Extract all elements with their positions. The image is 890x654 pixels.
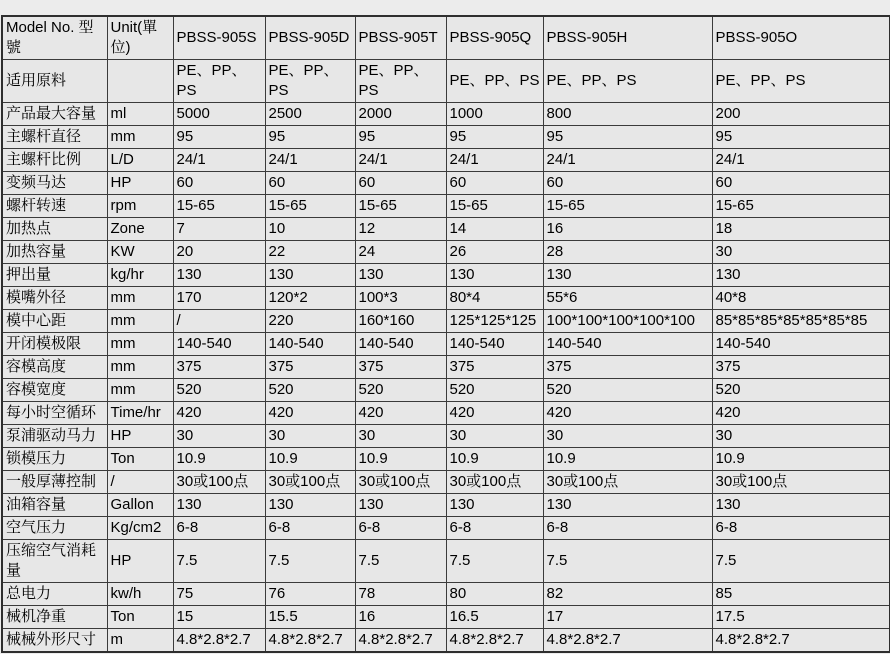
table-row: [2, 517, 890, 540]
value-cell: 6-8: [355, 517, 446, 540]
value-cell: 80*4: [446, 287, 543, 310]
value-cell: 170: [173, 287, 265, 310]
unit-cell: mm: [107, 310, 173, 333]
value-cell: 130: [712, 264, 890, 287]
unit-cell: L/D: [107, 149, 173, 172]
value-cell: 4.8*2.8*2.7: [712, 629, 890, 653]
model-column-header: PBSS-905S: [173, 16, 265, 60]
value-cell: 12: [355, 218, 446, 241]
value-cell: 95: [173, 126, 265, 149]
value-cell: 6-8: [712, 517, 890, 540]
value-cell: 1000: [446, 103, 543, 126]
value-cell: 140-540: [173, 333, 265, 356]
value-cell: 95: [355, 126, 446, 149]
value-cell: 420: [543, 402, 712, 425]
value-cell: 30: [265, 425, 355, 448]
row-label-cell: 变频马达: [2, 172, 107, 195]
value-cell: 7.5: [543, 540, 712, 583]
value-cell: 15-65: [173, 195, 265, 218]
value-cell: 16: [355, 606, 446, 629]
value-cell: 130: [446, 494, 543, 517]
value-cell: 420: [265, 402, 355, 425]
value-cell: 95: [543, 126, 712, 149]
value-cell: 7.5: [173, 540, 265, 583]
value-cell: 30或100点: [265, 471, 355, 494]
value-cell: 24/1: [446, 149, 543, 172]
table-row: [2, 494, 890, 517]
table-row: [2, 425, 890, 448]
value-cell: 60: [173, 172, 265, 195]
row-label-cell: 加热容量: [2, 241, 107, 264]
value-cell: 15-65: [355, 195, 446, 218]
value-cell: 15-65: [543, 195, 712, 218]
value-cell: 125*125*125: [446, 310, 543, 333]
value-cell: 4.8*2.8*2.7: [173, 629, 265, 653]
value-cell: 82: [543, 583, 712, 606]
value-cell: 800: [543, 103, 712, 126]
value-cell: 130: [543, 264, 712, 287]
value-cell: 140-540: [265, 333, 355, 356]
unit-cell: ml: [107, 103, 173, 126]
table-row: [2, 103, 890, 126]
value-cell: 15-65: [712, 195, 890, 218]
value-cell: 55*6: [543, 287, 712, 310]
row-label-cell: 械械外形尺寸: [2, 629, 107, 653]
value-cell: 130: [265, 264, 355, 287]
value-cell: 120*2: [265, 287, 355, 310]
value-cell: 24/1: [543, 149, 712, 172]
value-cell: 130: [543, 494, 712, 517]
row-label-cell: 适用原料: [2, 60, 107, 103]
row-label-cell: 模嘴外径: [2, 287, 107, 310]
row-label-cell: 泵浦驱动马力: [2, 425, 107, 448]
value-cell: PE、PP、PS: [355, 60, 446, 103]
value-cell: 28: [543, 241, 712, 264]
value-cell: 30: [173, 425, 265, 448]
value-cell: 60: [265, 172, 355, 195]
value-cell: 10.9: [265, 448, 355, 471]
value-cell: 130: [355, 264, 446, 287]
value-cell: 10.9: [173, 448, 265, 471]
unit-cell: Ton: [107, 606, 173, 629]
value-cell: 130: [446, 264, 543, 287]
value-cell: 24/1: [712, 149, 890, 172]
value-cell: 160*160: [355, 310, 446, 333]
value-cell: 4.8*2.8*2.7: [543, 629, 712, 653]
value-cell: 60: [712, 172, 890, 195]
value-cell: 100*100*100*100*100: [543, 310, 712, 333]
value-cell: 80: [446, 583, 543, 606]
value-cell: 15-65: [265, 195, 355, 218]
unit-cell: kw/h: [107, 583, 173, 606]
model-column-header: PBSS-905T: [355, 16, 446, 60]
value-cell: 10.9: [543, 448, 712, 471]
table-row: [2, 60, 890, 103]
value-cell: 30或100点: [712, 471, 890, 494]
table-row: [2, 356, 890, 379]
model-column-header: PBSS-905D: [265, 16, 355, 60]
value-cell: 140-540: [446, 333, 543, 356]
value-cell: 15.5: [265, 606, 355, 629]
value-cell: 520: [173, 379, 265, 402]
value-cell: 30或100点: [543, 471, 712, 494]
row-label-cell: 螺杆转速: [2, 195, 107, 218]
unit-cell: mm: [107, 126, 173, 149]
row-label-cell: 主螺杆比例: [2, 149, 107, 172]
row-label-cell: 空气压力: [2, 517, 107, 540]
unit-cell: mm: [107, 333, 173, 356]
unit-cell: /: [107, 471, 173, 494]
value-cell: 14: [446, 218, 543, 241]
value-cell: 420: [173, 402, 265, 425]
value-cell: /: [173, 310, 265, 333]
table-row: [2, 172, 890, 195]
value-cell: 6-8: [446, 517, 543, 540]
value-cell: 17: [543, 606, 712, 629]
table-row: [2, 126, 890, 149]
value-cell: 30: [355, 425, 446, 448]
table-row: [2, 583, 890, 606]
value-cell: 60: [355, 172, 446, 195]
value-cell: PE、PP、PS: [265, 60, 355, 103]
model-column-header: PBSS-905O: [712, 16, 890, 60]
table-row: [2, 287, 890, 310]
unit-cell: mm: [107, 379, 173, 402]
value-cell: PE、PP、PS: [173, 60, 265, 103]
table-row: [2, 448, 890, 471]
value-cell: 130: [355, 494, 446, 517]
table-row: [2, 195, 890, 218]
value-cell: 30: [712, 425, 890, 448]
unit-cell: HP: [107, 172, 173, 195]
model-column-header: PBSS-905Q: [446, 16, 543, 60]
value-cell: PE、PP、PS: [446, 60, 543, 103]
value-cell: 6-8: [173, 517, 265, 540]
value-cell: 130: [173, 494, 265, 517]
table-row: [2, 149, 890, 172]
value-cell: 375: [543, 356, 712, 379]
value-cell: 140-540: [543, 333, 712, 356]
value-cell: 24: [355, 241, 446, 264]
table-row: [2, 218, 890, 241]
table-row: [2, 310, 890, 333]
value-cell: 30或100点: [446, 471, 543, 494]
value-cell: 4.8*2.8*2.7: [265, 629, 355, 653]
value-cell: 375: [355, 356, 446, 379]
value-cell: 24/1: [265, 149, 355, 172]
value-cell: 26: [446, 241, 543, 264]
unit-cell: kg/hr: [107, 264, 173, 287]
unit-cell: [107, 60, 173, 103]
header-row: [2, 16, 890, 60]
value-cell: 85: [712, 583, 890, 606]
value-cell: 7.5: [265, 540, 355, 583]
value-cell: 78: [355, 583, 446, 606]
value-cell: 17.5: [712, 606, 890, 629]
unit-cell: KW: [107, 241, 173, 264]
unit-cell: m: [107, 629, 173, 653]
unit-cell: mm: [107, 356, 173, 379]
value-cell: 140-540: [712, 333, 890, 356]
value-cell: 15: [173, 606, 265, 629]
row-label-cell: 一般厚薄控制: [2, 471, 107, 494]
value-cell: 200: [712, 103, 890, 126]
value-cell: 30或100点: [355, 471, 446, 494]
model-no-header: Model No. 型號: [2, 16, 107, 60]
value-cell: 375: [265, 356, 355, 379]
spec-table-body: [2, 60, 890, 653]
value-cell: 95: [446, 126, 543, 149]
value-cell: 7.5: [712, 540, 890, 583]
unit-cell: mm: [107, 287, 173, 310]
value-cell: 10.9: [446, 448, 543, 471]
row-label-cell: 压缩空气消耗量: [2, 540, 107, 583]
table-row: [2, 379, 890, 402]
table-row: [2, 606, 890, 629]
row-label-cell: 容模宽度: [2, 379, 107, 402]
value-cell: 95: [265, 126, 355, 149]
value-cell: 520: [446, 379, 543, 402]
row-label-cell: 锁模压力: [2, 448, 107, 471]
row-label-cell: 模中心距: [2, 310, 107, 333]
value-cell: 30: [543, 425, 712, 448]
value-cell: 130: [173, 264, 265, 287]
value-cell: 220: [265, 310, 355, 333]
value-cell: 520: [712, 379, 890, 402]
spec-table: [1, 15, 890, 653]
value-cell: 10.9: [355, 448, 446, 471]
value-cell: 7.5: [355, 540, 446, 583]
table-row: [2, 540, 890, 583]
value-cell: 76: [265, 583, 355, 606]
value-cell: 60: [543, 172, 712, 195]
value-cell: 7: [173, 218, 265, 241]
unit-cell: Gallon: [107, 494, 173, 517]
row-label-cell: 械机净重: [2, 606, 107, 629]
value-cell: 520: [543, 379, 712, 402]
value-cell: 375: [173, 356, 265, 379]
value-cell: 5000: [173, 103, 265, 126]
model-column-header: PBSS-905H: [543, 16, 712, 60]
value-cell: 10.9: [712, 448, 890, 471]
value-cell: 130: [712, 494, 890, 517]
row-label-cell: 油箱容量: [2, 494, 107, 517]
table-row: [2, 471, 890, 494]
row-label-cell: 容模高度: [2, 356, 107, 379]
value-cell: 420: [712, 402, 890, 425]
row-label-cell: 开闭模极限: [2, 333, 107, 356]
table-row: [2, 629, 890, 653]
value-cell: 20: [173, 241, 265, 264]
value-cell: PE、PP、PS: [712, 60, 890, 103]
value-cell: 100*3: [355, 287, 446, 310]
value-cell: 16: [543, 218, 712, 241]
value-cell: 6-8: [265, 517, 355, 540]
value-cell: 520: [355, 379, 446, 402]
row-label-cell: 加热点: [2, 218, 107, 241]
value-cell: 375: [446, 356, 543, 379]
unit-header: Unit(單位): [107, 16, 173, 60]
value-cell: 420: [446, 402, 543, 425]
value-cell: 16.5: [446, 606, 543, 629]
value-cell: 130: [265, 494, 355, 517]
row-label-cell: 主螺杆直径: [2, 126, 107, 149]
value-cell: 2500: [265, 103, 355, 126]
table-row: [2, 402, 890, 425]
value-cell: 375: [712, 356, 890, 379]
value-cell: 30: [446, 425, 543, 448]
value-cell: 2000: [355, 103, 446, 126]
unit-cell: rpm: [107, 195, 173, 218]
row-label-cell: 产品最大容量: [2, 103, 107, 126]
value-cell: 7.5: [446, 540, 543, 583]
value-cell: 30: [712, 241, 890, 264]
row-label-cell: 每小时空循环: [2, 402, 107, 425]
value-cell: 15-65: [446, 195, 543, 218]
unit-cell: Time/hr: [107, 402, 173, 425]
value-cell: 85*85*85*85*85*85*85: [712, 310, 890, 333]
value-cell: 24/1: [173, 149, 265, 172]
unit-cell: HP: [107, 425, 173, 448]
unit-cell: Kg/cm2: [107, 517, 173, 540]
unit-cell: Ton: [107, 448, 173, 471]
unit-cell: HP: [107, 540, 173, 583]
value-cell: 24/1: [355, 149, 446, 172]
row-label-cell: 押出量: [2, 264, 107, 287]
value-cell: 6-8: [543, 517, 712, 540]
value-cell: 22: [265, 241, 355, 264]
value-cell: 75: [173, 583, 265, 606]
value-cell: 420: [355, 402, 446, 425]
value-cell: 40*8: [712, 287, 890, 310]
value-cell: 520: [265, 379, 355, 402]
value-cell: 10: [265, 218, 355, 241]
value-cell: 4.8*2.8*2.7: [446, 629, 543, 653]
value-cell: 18: [712, 218, 890, 241]
value-cell: 4.8*2.8*2.7: [355, 629, 446, 653]
unit-cell: Zone: [107, 218, 173, 241]
row-label-cell: 总电力: [2, 583, 107, 606]
value-cell: 95: [712, 126, 890, 149]
value-cell: 60: [446, 172, 543, 195]
value-cell: 140-540: [355, 333, 446, 356]
table-row: [2, 241, 890, 264]
value-cell: PE、PP、PS: [543, 60, 712, 103]
table-row: [2, 333, 890, 356]
table-row: [2, 264, 890, 287]
value-cell: 30或100点: [173, 471, 265, 494]
